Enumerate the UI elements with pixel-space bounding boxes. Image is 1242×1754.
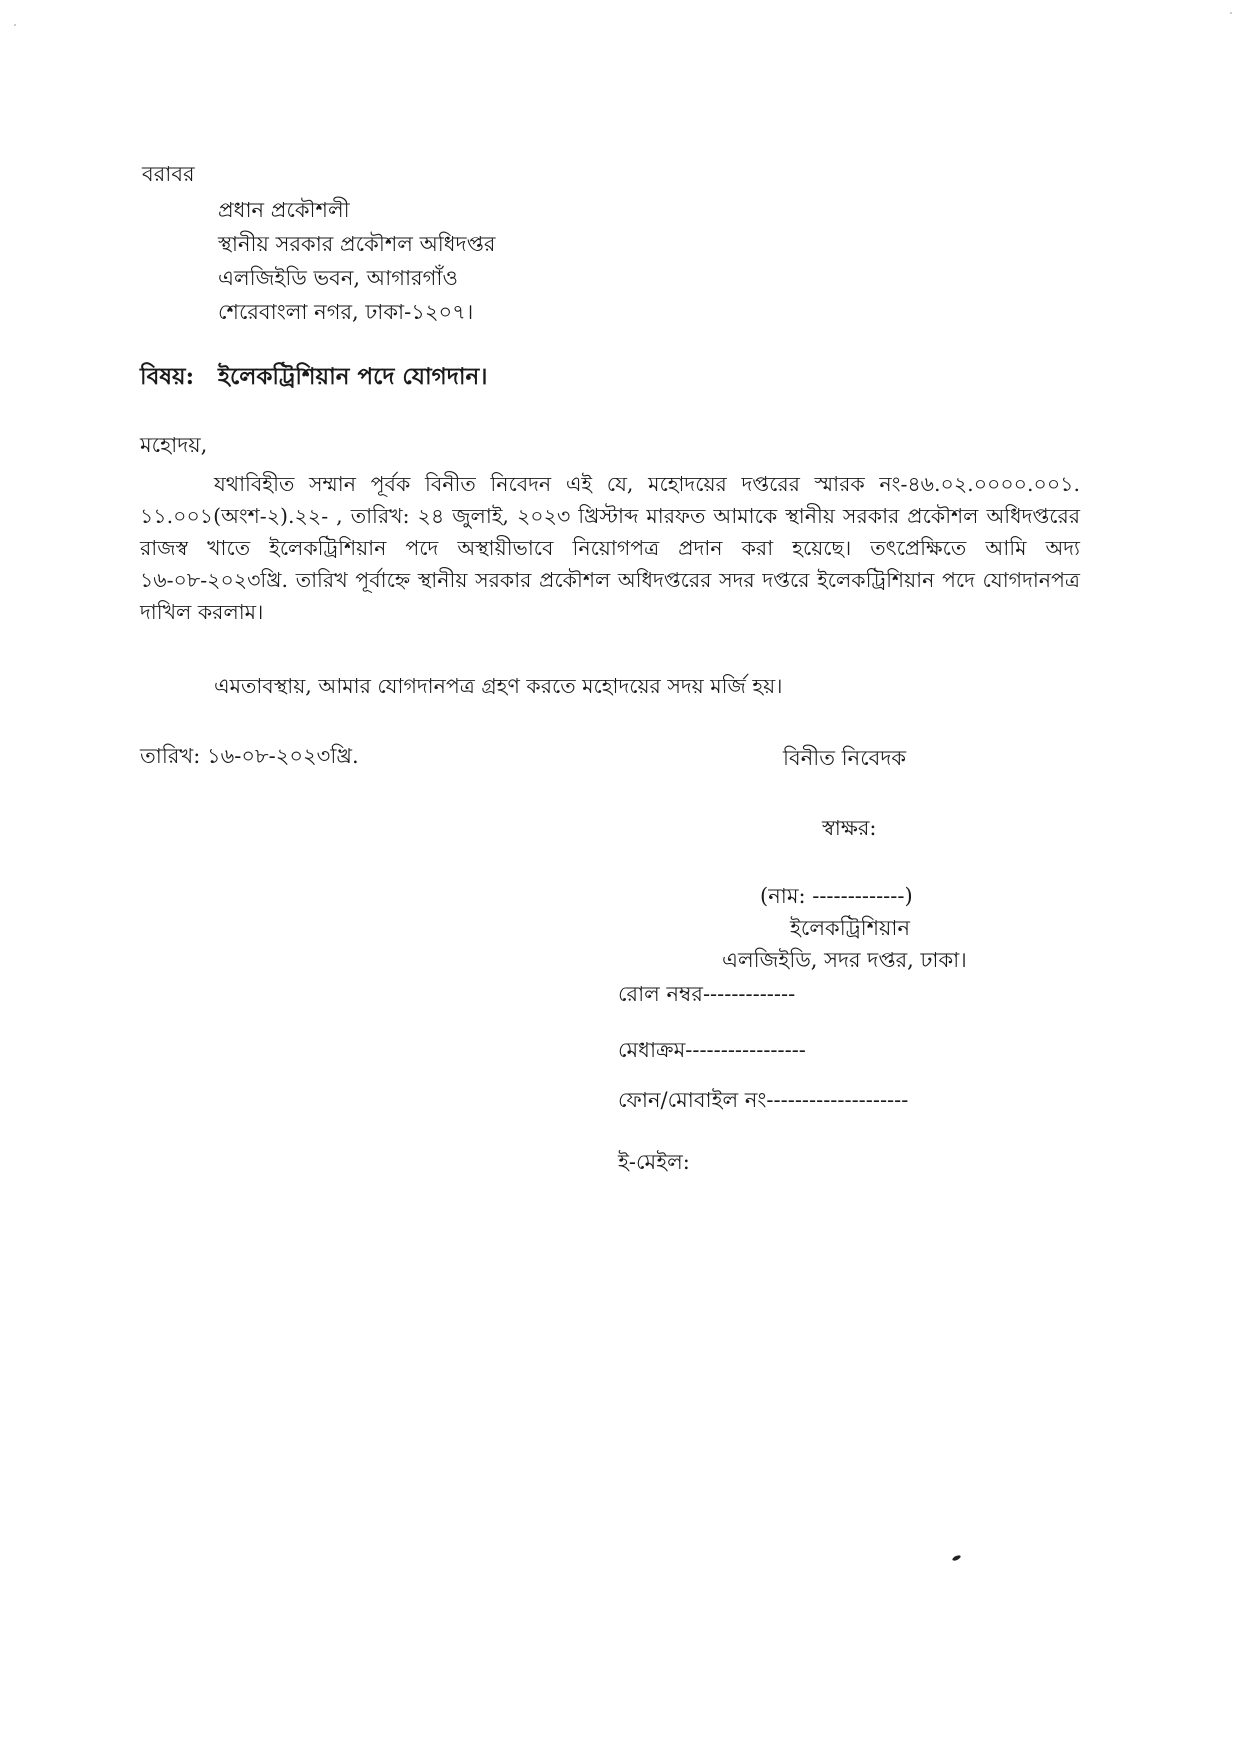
recipient-designation: প্রধান প্রকৌশলী	[218, 198, 350, 222]
scan-speck	[1230, 12, 1232, 14]
recipient-city: শেরেবাংলা নগর, ঢাকা-১২০৭।	[218, 300, 474, 324]
ink-mark	[952, 1554, 962, 1561]
body-paragraph-2: এমতাবস্থায়, আমার যোগদানপত্র গ্রহণ করতে মহোদয়ের সদয় মর্জি হয়।	[214, 674, 783, 698]
phone-number: ফোন/মোবাইল নং--------------------	[618, 1088, 909, 1112]
scan-speck	[14, 24, 16, 26]
merit-position: মেধাক্রম-----------------	[618, 1038, 806, 1062]
recipient-office: স্থানীয় সরকার প্রকৌশল অধিদপ্তর	[218, 232, 496, 256]
email: ই-মেইল:	[618, 1150, 690, 1174]
sender-name: (নাম: -------------)	[760, 884, 913, 908]
greeting: মহোদয়,	[140, 433, 208, 457]
subject-text: ইলেকট্রিশিয়ান পদে যোগদান।	[218, 363, 488, 390]
signature-label: স্বাক্ষর:	[822, 816, 877, 840]
sender-office: এলজিইডি, সদর দপ্তর, ঢাকা।	[722, 948, 967, 972]
body-paragraph-1: যথাবিহীত সম্মান পূর্বক বিনীত নিবেদন এই যে, মহোদয়ের দপ্তরের স্মারক নং-৪৬.০২.০০০০.০০১. ১১.০০১(অংশ-২).২২- , তারিখ: ২৪ জুলাই, ২০২৩ খ্রিস্টাব্দ মারফত আমাকে স্থানীয় সরকার প্রকৌশল অধিদপ্তরের রাজস্ব খাতে ইলেকট্রিশিয়ান পদে অস্থায়ীভাবে নিয়োগপত্র প্রদান করা হয়েছে। তৎপ্রেক্ষিতে আমি অদ্য ১৬-০৮-২০২৩খ্রি. তারিখ পূর্বাহ্নে স্থানীয় সরকার প্রকৌশল অধিদপ্তরের সদর দপ্তরে ইলেকট্রিশিয়ান পদে যোগদানপত্র দাখিল করলাম।	[140, 472, 1080, 624]
letter-date: তারিখ: ১৬-০৮-২০২৩খ্রি.	[140, 744, 359, 768]
salutation-to: বরাবর	[142, 162, 195, 186]
recipient-building: এলজিইডি ভবন, আগারগাঁও	[218, 266, 458, 290]
subject-label: বিষয়:	[140, 363, 195, 390]
roll-number: রোল নম্বর-------------	[618, 982, 796, 1006]
sender-designation: ইলেকট্রিশিয়ান	[790, 916, 911, 940]
subject-line	[140, 362, 487, 392]
closing-line: বিনীত নিবেদক	[783, 746, 907, 770]
